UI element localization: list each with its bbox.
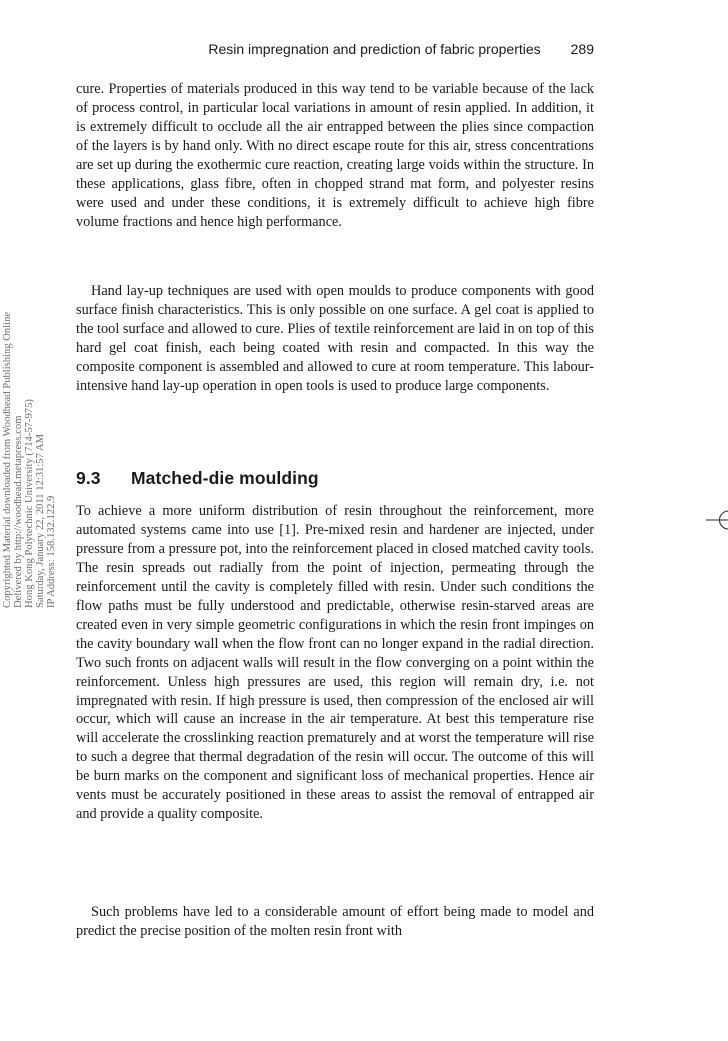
section-number: 9.3 — [76, 468, 101, 488]
paragraph: Hand lay-up techniques are used with open moulds to produce components with good surface finish characteristics. This is only possible on one surface. A gel coat is applied to the tool surface and allowed to cure. Plies of textile reinforcement are laid in on top of this hard gel coat finish, each being coated with resin and compacted. In this way the composite component is assembled and allowed to cure at room temperature. This labour-intensive hand lay-up operation in open tools is used to produce large components. — [76, 283, 594, 394]
download-watermark — [2, 312, 57, 608]
paragraph: To achieve a more uniform distribution of resin throughout the reinforcement, more automated systems came into use [1]. Pre-mixed resin and hardener are injected, under pressure from a pressure pot, into the reinforcement placed in closed matched cavity tools. The resin spreads out radially from the point of injection, permeating through the reinforcement until the cavity is completely filled with resin. Under such conditions the flow paths must be fully understood and predictable, otherwise resin-starved areas are created even in very simple geometric configurations in which the resin front impinges on the cavity boundary wall when the flow front can no longer expand in the radial direction. Two such fronts on adjacent walls will result in the flow converging on a point within the reinforcement. Unless high pressures are used, this region will remain dry, i.e. not impregnated with resin. If high pressure is used, then compression of the enclosed air will occur, which will cause an increase in the air temperature. At best this temperature rise will accelerate the crosslinking reaction prematurely and at worst the temperature will rise to such a degree that thermal degradation of the resin will occur. The outcome of this will be burn marks on the component and significant loss of mechanical properties. Hence air vents must be accurately positioned in these areas to assist the removal of entrapped air and provide a quality composite. — [76, 503, 594, 823]
watermark-line: Delivered by http://woodhead.metapress.com — [13, 415, 24, 608]
running-head — [76, 41, 594, 57]
watermark-line: IP Address: 158.132.122.9 — [46, 495, 57, 608]
watermark-line: Copyrighted Material downloaded from Woodhead Publishing Online — [2, 311, 13, 608]
watermark-line: Saturday, January 22, 2011 12:31:57 AM — [35, 434, 46, 608]
running-title: Resin impregnation and prediction of fabric properties — [208, 41, 541, 57]
watermark-line: Hong Kong Polytechnic University (714-57-975) — [24, 399, 35, 608]
section-title: Matched-die moulding — [131, 468, 319, 488]
page-number: 289 — [570, 41, 594, 57]
section-heading — [76, 468, 319, 489]
crop-mark-icon — [706, 484, 728, 556]
paragraph: cure. Properties of materials produced in this way tend to be variable because of the lack of process control, in particular local variations in amount of resin applied. In addition, it is extremely difficult to occlude all the air entrapped between the plies since compaction of the layers is by hand only. With no direct escape route for this air, stress concentrations are set up during the exothermic cure reaction, creating large voids within the structure. In these applications, glass fibre, often in chopped strand mat form, and polyester resins were used and under these conditions, it is extremely difficult to achieve high fibre volume fractions and hence high performance. — [76, 81, 594, 230]
paragraph: Such problems have led to a considerable amount of effort being made to model and predict the precise position of the molten resin front with — [76, 904, 594, 939]
